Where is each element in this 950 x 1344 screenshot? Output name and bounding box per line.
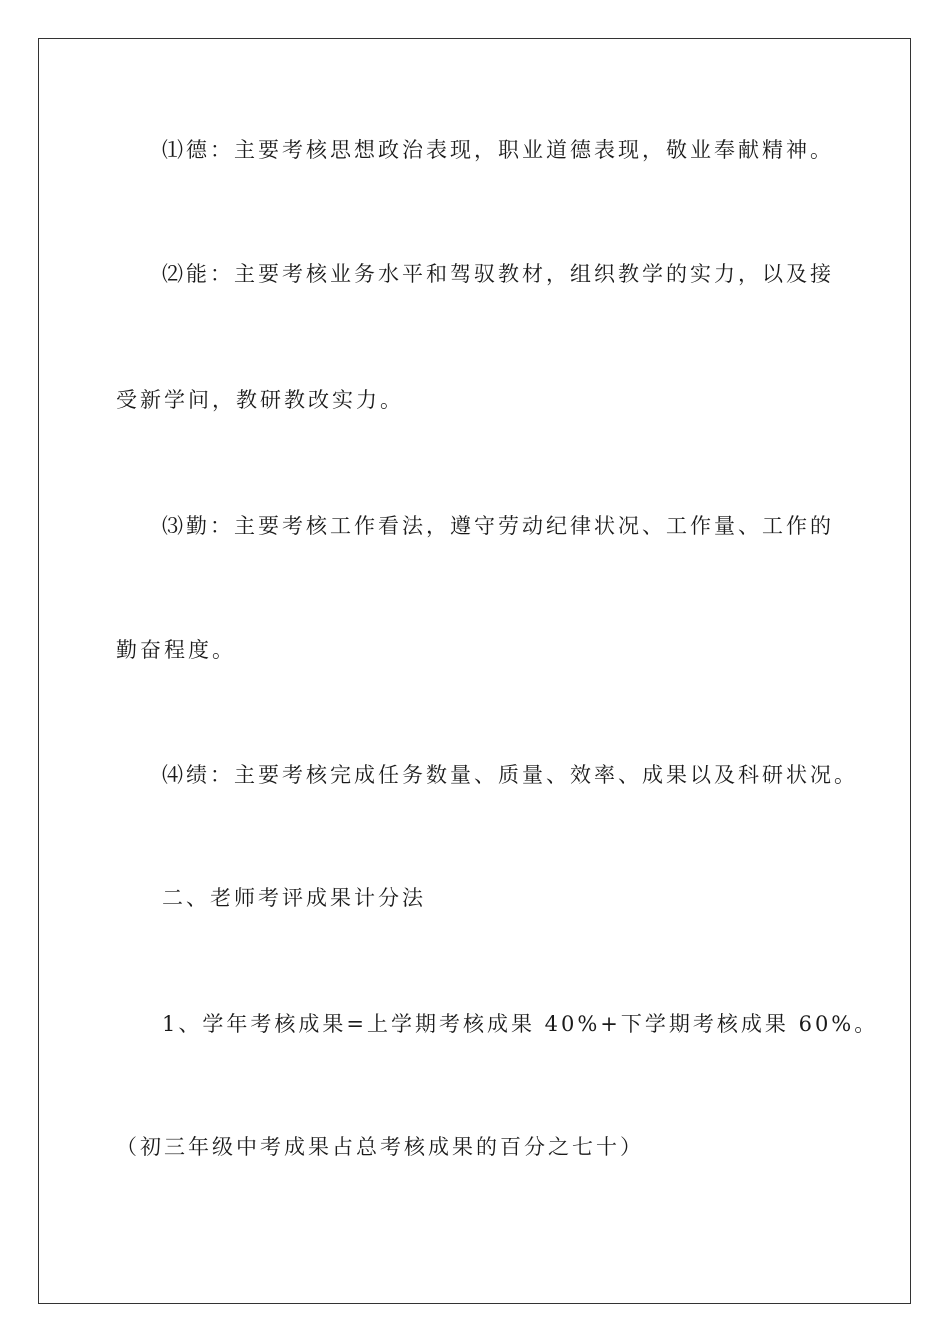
paragraph-neng-line2: 受新学问，教研教改实力。 (116, 388, 404, 412)
paragraph-ji: ⑷绩：主要考核完成任务数量、质量、效率、成果以及科研状况。 (162, 763, 858, 787)
paragraph-scoring-formula: 1、学年考核成果=上学期考核成果 40%+下学期考核成果 60%。 (162, 1012, 879, 1036)
paragraph-qin-line2: 勤奋程度。 (116, 638, 236, 662)
paragraph-grade-note: （初三年级中考成果占总考核成果的百分之七十） (116, 1135, 644, 1159)
section-heading: 二、老师考评成果计分法 (162, 886, 426, 910)
paragraph-qin-line1: ⑶勤：主要考核工作看法，遵守劳动纪律状况、工作量、工作的 (162, 514, 834, 538)
paragraph-neng-line1: ⑵能：主要考核业务水平和驾驭教材，组织教学的实力，以及接 (162, 262, 834, 286)
page-border (38, 38, 911, 1304)
paragraph-de: ⑴德：主要考核思想政治表现，职业道德表现，敬业奉献精神。 (162, 138, 834, 162)
